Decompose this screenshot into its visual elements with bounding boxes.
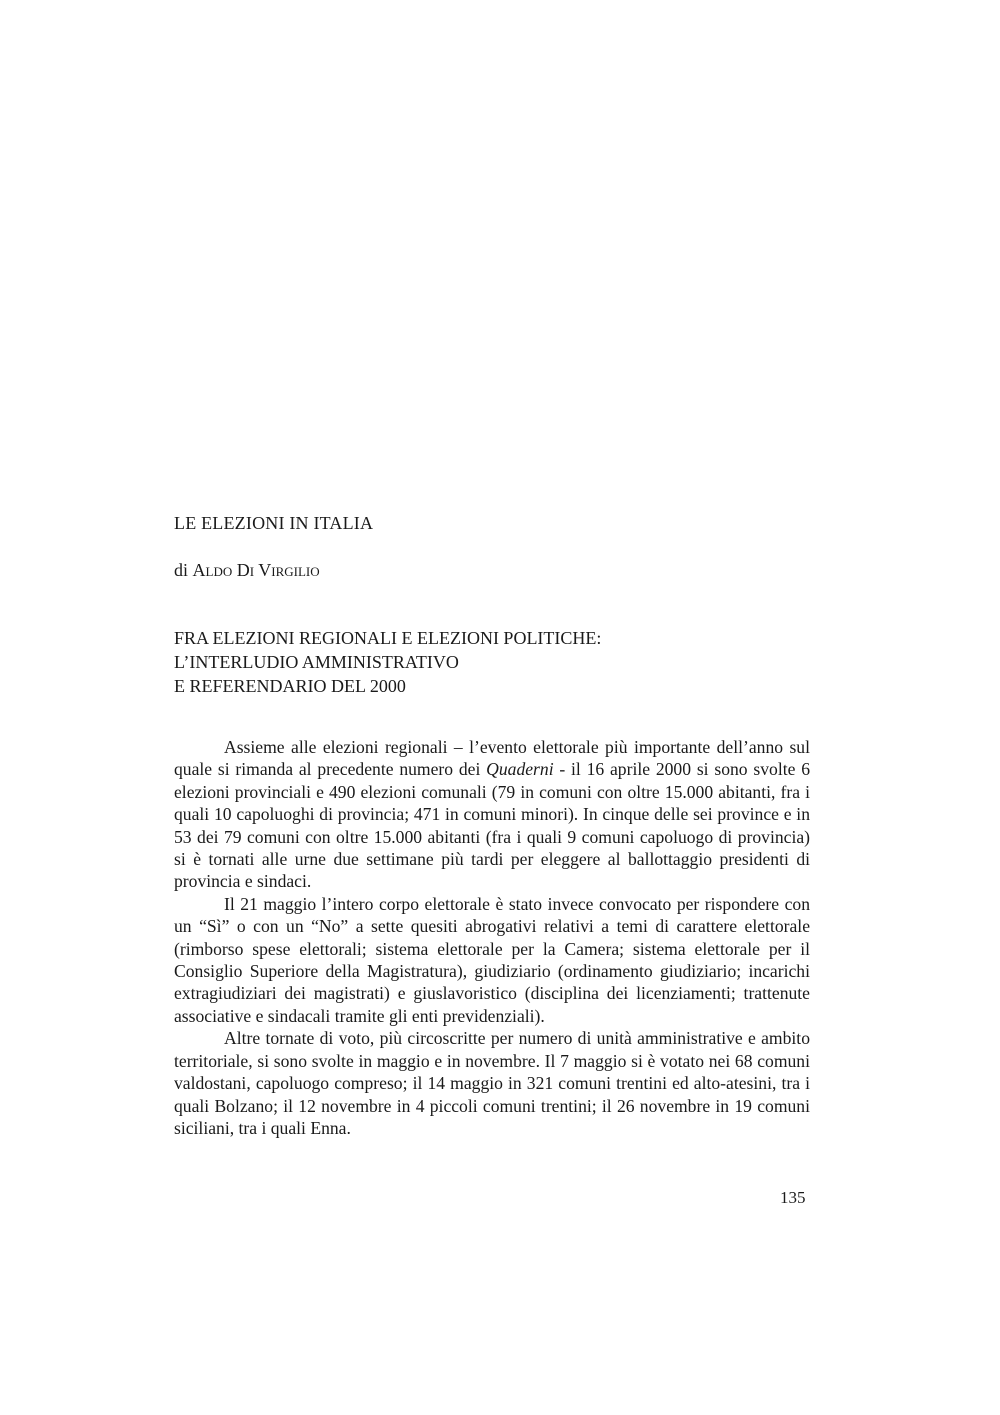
author-line [174,560,320,581]
paragraph-1 [174,736,810,893]
page-number: 135 [780,1188,806,1207]
paragraph-1-text-b: - il 16 aprile 2000 si sono svolte 6 elezioni provinciali e 490 elezioni comunali (79 in comuni con oltre 15.000 abitanti, fra i quali 10 capoluoghi di provincia; 471 in comuni minori). In cinque delle sei province e in 53 dei 79 comuni con oltre 15.000 abitanti (fra i quali 9 comuni capoluogo di provincia) si è tornati alle urne due settimane più tardi per eleggere al ballottaggio presidenti di provincia e sindaci. [174,759,810,892]
article-title [174,626,601,698]
article-title-line-2: L’INTERLUDIO AMMINISTRATIVO [174,652,459,672]
article-title-line-1: FRA ELEZIONI REGIONALI E ELEZIONI POLITICHE: [174,628,602,648]
article-title-line-3: E REFERENDARIO DEL 2000 [174,676,406,696]
paragraph-3: Altre tornate di voto, più circoscritte per numero di unità amministrative e ambito territoriale, si sono svolte in maggio e in novembre. Il 7 maggio si è votato nei 68 comuni valdostani, capoluogo compreso; il 14 maggio in 321 comuni trentini ed alto-atesini, tra i quali Bolzano; il 12 novembre in 4 piccoli comuni trentini; il 26 novembre in 19 comuni siciliani, tra i quali Enna. [174,1028,810,1138]
section-title: LE ELEZIONI IN ITALIA [174,513,374,533]
article-body [174,736,810,1139]
paragraph-2: Il 21 maggio l’intero corpo elettorale è stato invece convocato per rispondere con un “Sì” o con un “No” a sette quesiti abrogativi relativi a temi di carattere elettorale (rimborso spese elettorali; sistema elettorale per la Camera; sistema elettorale per il Consiglio Superiore della Magistratura), giudiziario (ordinamento giudiziario; incarichi extragiudiziari dei magistrati) e giuslavoristico (disciplina dei licenziamenti; trattenute associative e sindacali tramite gli enti previdenziali). [174,893,810,1026]
paragraph-1-text-a: Assieme alle elezioni regionali – l’evento elettorale più importante dell’anno sul quale si rimanda al precedente numero dei [174,737,810,780]
journal-name-italic: Quaderni [486,759,554,780]
author-name: Aldo Di Virgilio [192,560,320,580]
author-prefix: di [174,560,193,580]
